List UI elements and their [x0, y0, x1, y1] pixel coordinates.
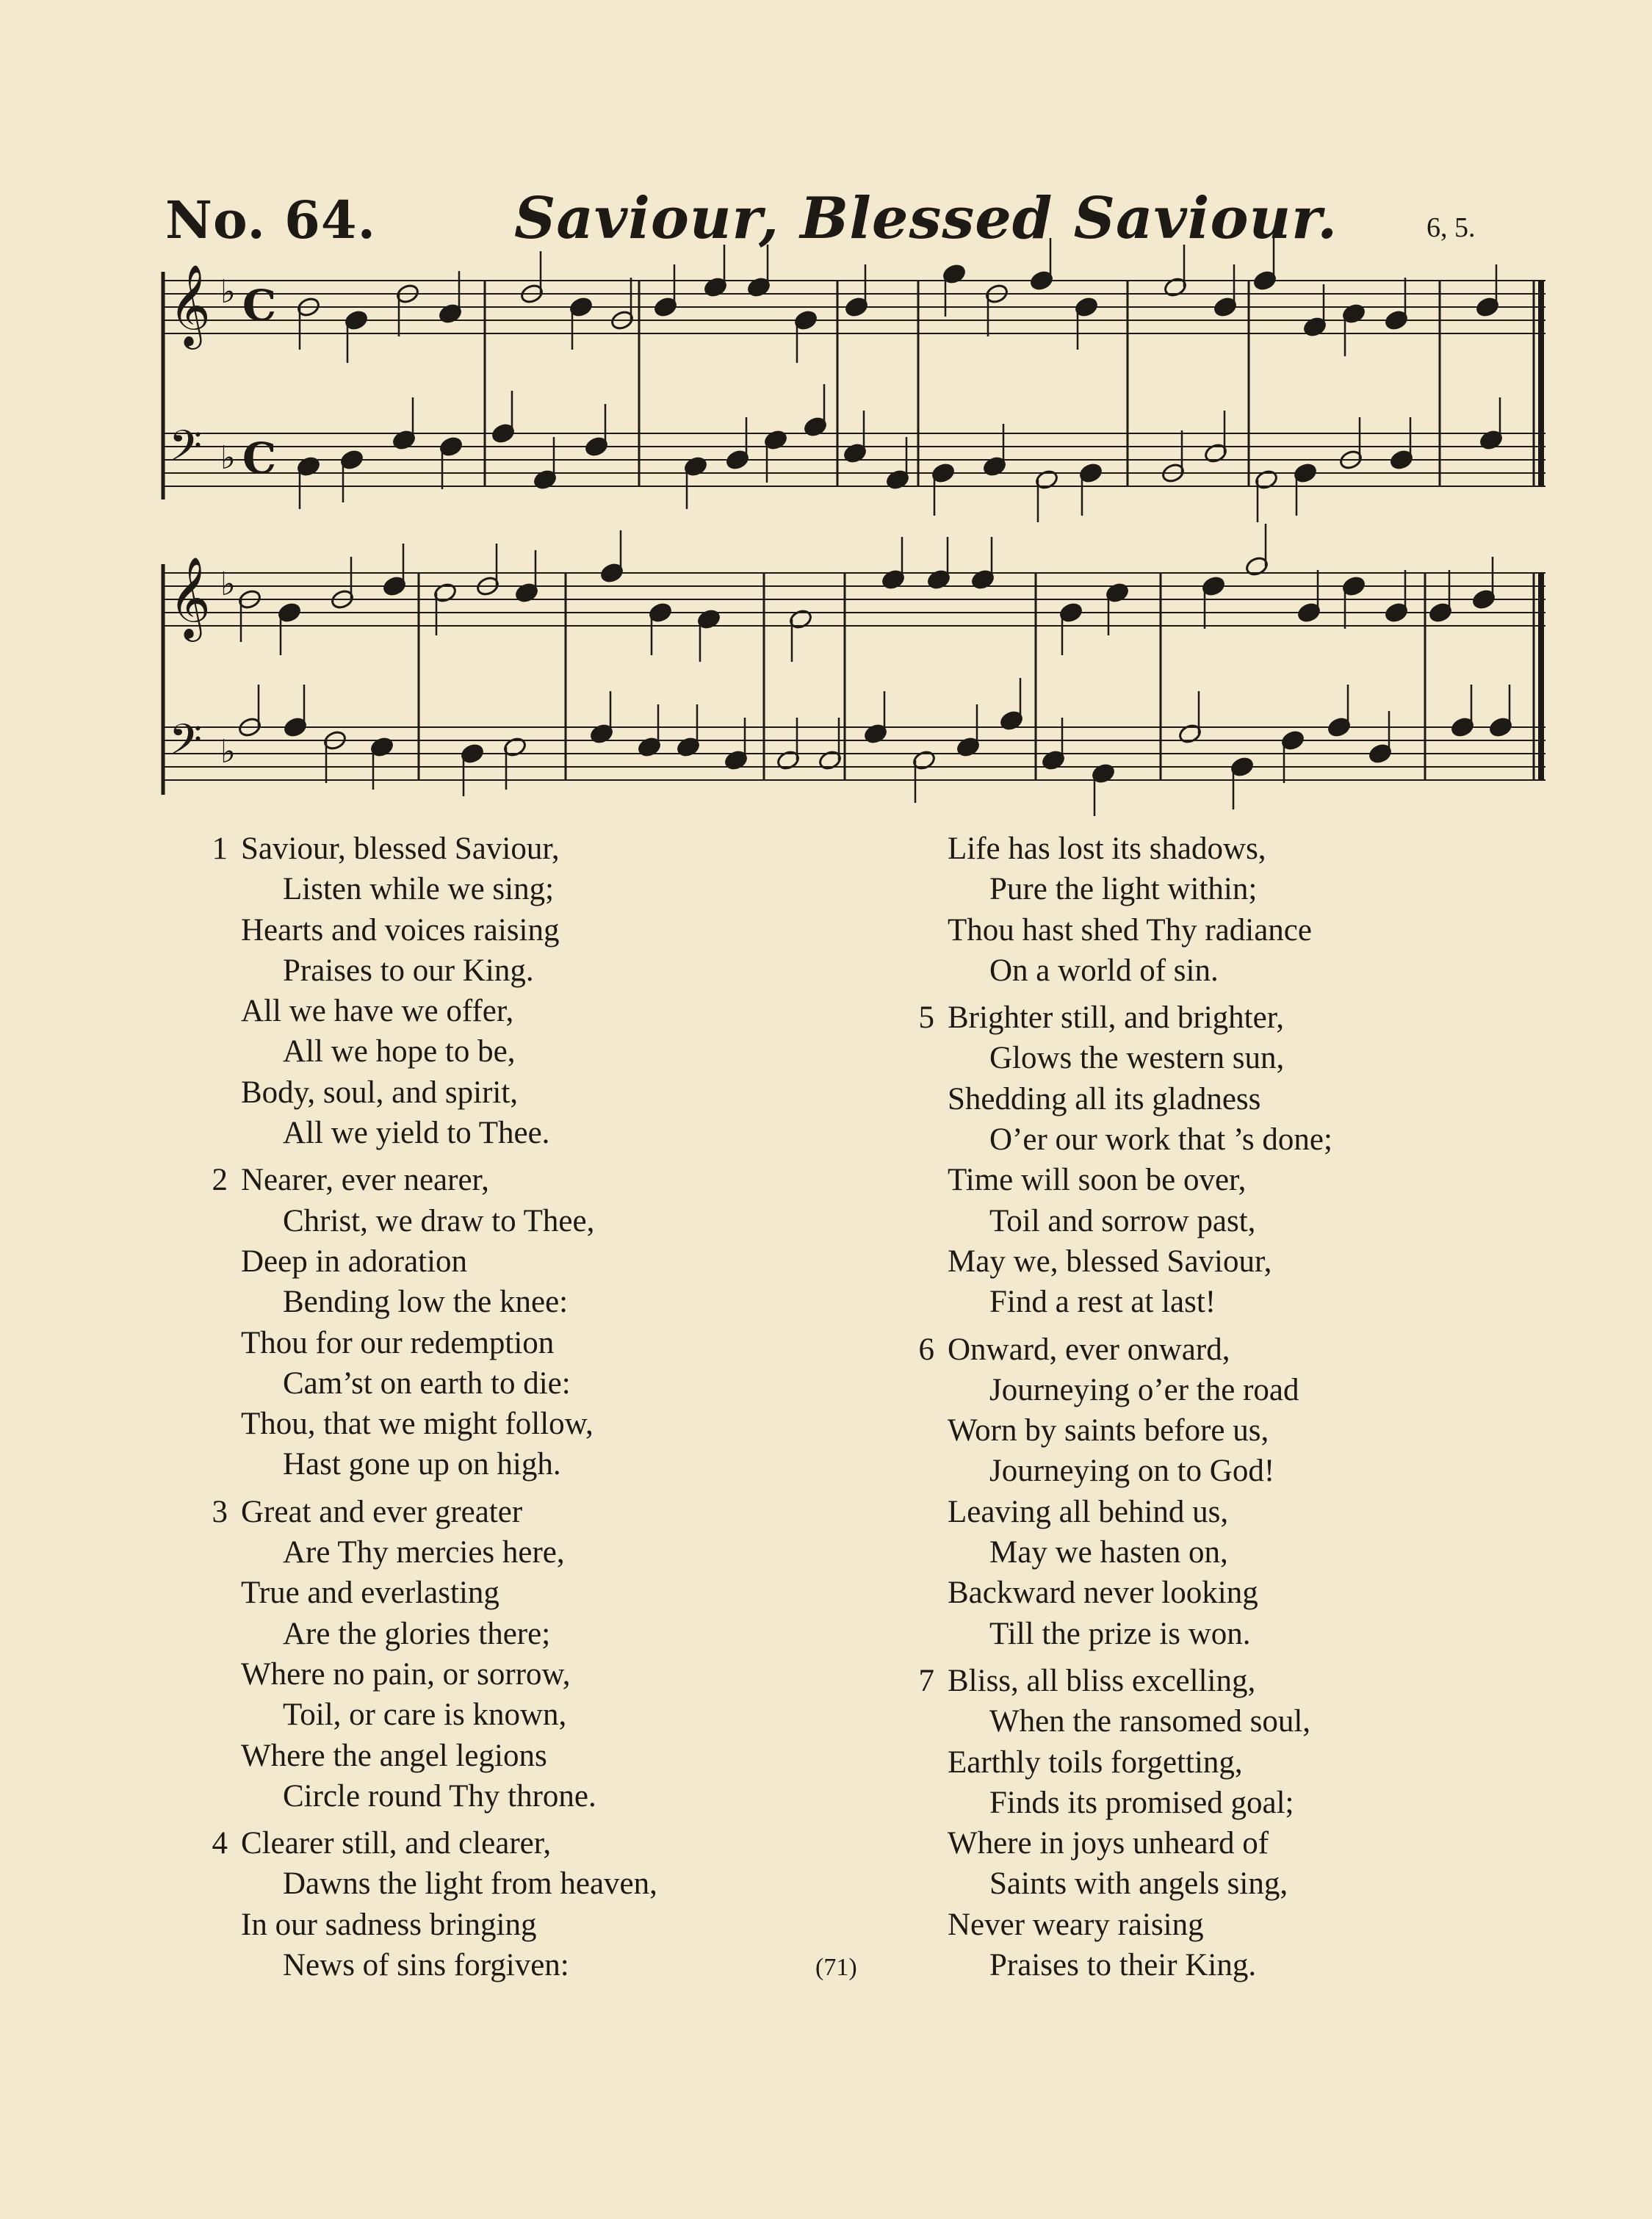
verse-line: Thou for our redemption: [241, 1325, 555, 1360]
verse-number: 6: [918, 1332, 934, 1367]
verse-line: Bending low the knee:: [283, 1285, 569, 1320]
verse-number: 3: [212, 1494, 228, 1529]
verse-line: May we, blessed Saviour,: [948, 1244, 1272, 1279]
verse-line: Cam’st on earth to die:: [283, 1365, 571, 1401]
verse-number: 2: [212, 1163, 228, 1198]
verse-line: Body, soul, and spirit,: [241, 1075, 519, 1110]
flat-sign-icon: ♭: [220, 273, 236, 311]
verse-line: Dawns the light from heaven,: [283, 1866, 657, 1902]
music-score: [0, 0, 1652, 826]
verse-line: Deep in adoration: [241, 1244, 468, 1279]
verse-line: Journeying o’er the road: [989, 1372, 1299, 1407]
verse-line: Clearer still, and clearer,: [241, 1826, 552, 1861]
verse-line: Pure the light within;: [989, 872, 1258, 907]
verse-line: Glows the western sun,: [989, 1041, 1285, 1076]
verse-number: 1: [212, 831, 228, 866]
verse-number: 4: [212, 1826, 228, 1861]
hymn-title: Saviour, Blessed Saviour.: [514, 185, 1338, 252]
verse-line: Hearts and voices raising: [241, 912, 560, 948]
verse-line: O’er our work that ’s done;: [989, 1122, 1332, 1158]
flat-sign-icon: ♭: [220, 566, 236, 603]
verse-line: Toil, or care is known,: [283, 1697, 567, 1733]
verse-line: All we hope to be,: [283, 1034, 516, 1069]
verse-line: Find a rest at last!: [989, 1285, 1216, 1320]
verse-line: Worn by saints before us,: [948, 1413, 1269, 1448]
verse-line: Saviour, blessed Saviour,: [241, 831, 560, 866]
verse: [948, 829, 1332, 991]
time-signature: C: [242, 281, 277, 331]
bass-clef-icon: 𝄢: [169, 421, 203, 481]
verse-line: Bliss, all bliss excelling,: [948, 1663, 1256, 1698]
verse-line: Life has lost its shadows,: [948, 831, 1266, 866]
flat-sign-icon: ♭: [220, 733, 236, 771]
verse-line: Brighter still, and brighter,: [948, 1000, 1285, 1036]
verse: [918, 1329, 1332, 1654]
verse: [212, 1823, 657, 1985]
verse: [212, 1492, 657, 1816]
verse-line: Never weary raising: [948, 1907, 1204, 1942]
verse-line: Earthly toils forgetting,: [948, 1744, 1243, 1780]
verse-line: Backward never looking: [948, 1576, 1258, 1611]
verse-line: Nearer, ever nearer,: [241, 1163, 489, 1198]
treble-clef-icon: 𝄞: [169, 556, 211, 638]
verse-line: Where no pain, or sorrow,: [241, 1656, 571, 1692]
hymn-meter: 6, 5.: [1426, 212, 1476, 243]
verse-line: Saints with angels sing,: [989, 1866, 1288, 1902]
verse-line: Circle round Thy throne.: [283, 1778, 596, 1814]
verse-line: Onward, ever onward,: [948, 1332, 1230, 1367]
verse-line: When the ransomed soul,: [989, 1704, 1311, 1739]
verse-line: May we hasten on,: [989, 1535, 1228, 1570]
verse-line: News of sins forgiven:: [283, 1948, 569, 1983]
verse-line: Christ, we draw to Thee,: [283, 1203, 595, 1238]
treble-clef-icon: 𝄞: [169, 264, 211, 346]
verse-line: Leaving all behind us,: [948, 1494, 1229, 1529]
verse-line: Journeying on to God!: [989, 1454, 1275, 1489]
verse-line: Listen while we sing;: [283, 872, 555, 907]
verse-line: All we have we offer,: [241, 994, 514, 1029]
verse-line: In our sadness bringing: [241, 1907, 537, 1942]
verse-line: Thou hast shed Thy radiance: [948, 912, 1312, 948]
time-signature: C: [242, 433, 277, 483]
verse-line: Toil and sorrow past,: [989, 1203, 1256, 1238]
verse-line: All we yield to Thee.: [283, 1116, 550, 1151]
verse-line: Till the prize is won.: [989, 1616, 1251, 1651]
verse: [918, 997, 1332, 1322]
verse-line: Praises to our King.: [283, 953, 534, 988]
verse-line: Where in joys unheard of: [948, 1826, 1269, 1861]
verse-line: Shedding all its gladness: [948, 1081, 1261, 1116]
verses-left-column: [212, 829, 657, 1992]
verse-line: Thou, that we might follow,: [241, 1407, 594, 1442]
verse-line: Are the glories there;: [283, 1616, 551, 1651]
verse: [918, 1661, 1332, 1985]
verse-line: Where the angel legions: [241, 1738, 547, 1773]
verse-line: True and everlasting: [241, 1576, 499, 1611]
page-number: (71): [815, 1954, 857, 1981]
verses-right-column: [918, 829, 1332, 1992]
verse-number: 7: [918, 1663, 934, 1698]
verse-line: Finds its promised goal;: [989, 1785, 1294, 1820]
verse-line: Time will soon be over,: [948, 1163, 1247, 1198]
verse-line: Are Thy mercies here,: [283, 1535, 565, 1570]
verse-line: Hast gone up on high.: [283, 1447, 561, 1482]
verse: [212, 1160, 657, 1484]
flat-sign-icon: ♭: [220, 439, 236, 477]
verse-line: Great and ever greater: [241, 1494, 523, 1529]
verse-line: On a world of sin.: [989, 953, 1219, 988]
bass-clef-icon: 𝄢: [169, 715, 203, 775]
hymn-number: No. 64.: [165, 190, 376, 250]
verse: [212, 829, 657, 1153]
verse-line: Praises to their King.: [989, 1948, 1257, 1983]
verse-number: 5: [918, 1000, 934, 1036]
